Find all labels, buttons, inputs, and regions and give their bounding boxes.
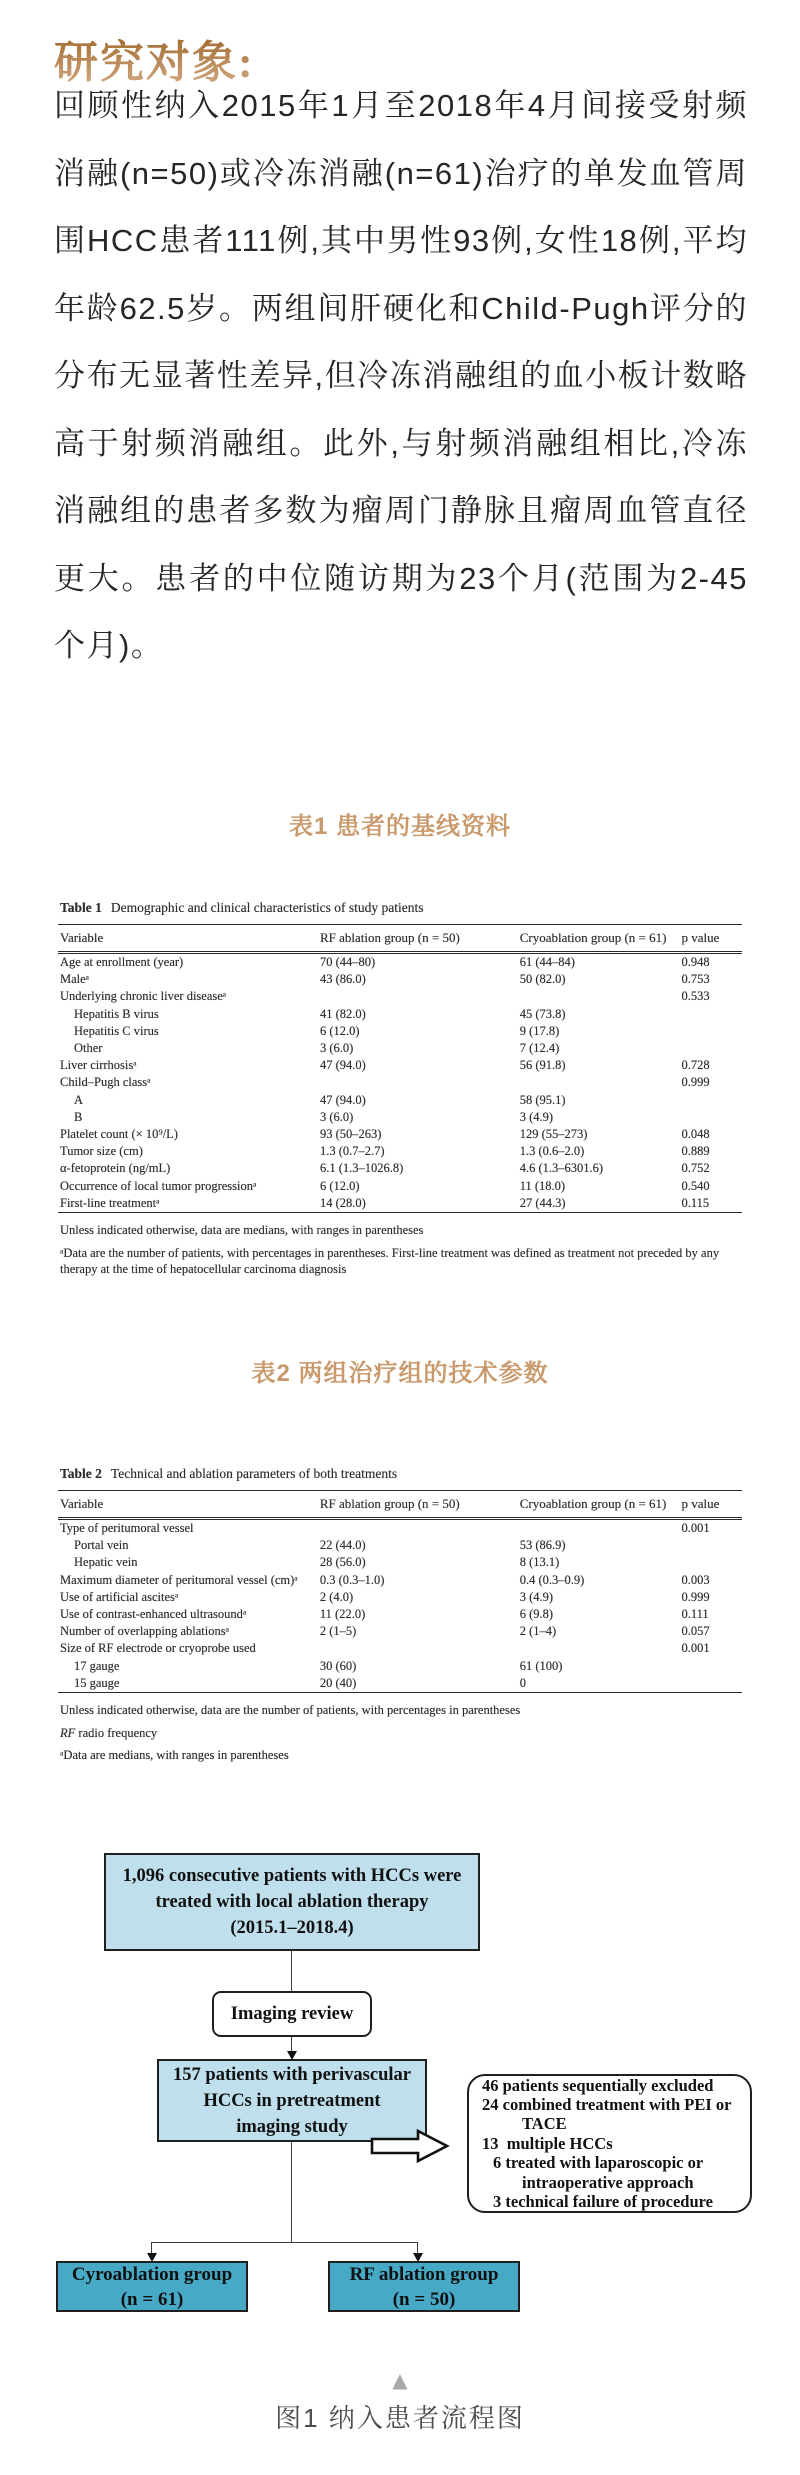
table-cell bbox=[679, 1109, 742, 1126]
table-cell: 14 (28.0) bbox=[319, 1195, 366, 1210]
flow-box-line: 1,096 consecutive patients with HCCs were bbox=[122, 1866, 462, 1886]
table-column-header: p value bbox=[679, 1491, 742, 1519]
table-cell: 0.999 bbox=[681, 1075, 710, 1090]
table-footnote: ᵃData are the number of patients, with percentages in parentheses. First-line treatment was defined as treatment not preceded by any therapy at the time of hepatocellular carcinoma diagnosis bbox=[60, 1245, 720, 1277]
table-cell: 50 (82.0) bbox=[519, 972, 566, 987]
flow-box-line: (n = 50) bbox=[392, 2288, 456, 2310]
flow-box-line: Imaging review bbox=[230, 2004, 354, 2024]
table-cell: 2 (4.0) bbox=[319, 1589, 354, 1604]
flow-box-rf-ablation-group bbox=[328, 2261, 520, 2312]
table-column-header: RF ablation group (n = 50) bbox=[318, 1491, 518, 1519]
table-row bbox=[58, 1109, 742, 1126]
table-cell bbox=[679, 1040, 742, 1057]
table-row bbox=[58, 1143, 742, 1160]
flow-box-line: Cyroablation group bbox=[71, 2263, 233, 2285]
table2-scan bbox=[58, 1466, 742, 1764]
flow-box-line: HCCs in pretreatment bbox=[203, 2090, 381, 2111]
flow-box-line: imaging study bbox=[236, 2116, 348, 2137]
table-cell: 3 (6.0) bbox=[319, 1109, 354, 1124]
table-cell: 17 gauge bbox=[74, 1658, 120, 1673]
section-heading: 研究对象: bbox=[54, 26, 255, 90]
table-cell: 0.728 bbox=[681, 1058, 710, 1073]
table-row bbox=[58, 1572, 742, 1589]
flow-box-line: (2015.1–2018.4) bbox=[230, 1918, 354, 1938]
table-cell bbox=[679, 1023, 742, 1040]
table-cell bbox=[679, 1658, 742, 1675]
table-cell: 61 (44–84) bbox=[519, 955, 575, 969]
table-cell bbox=[318, 1640, 518, 1657]
table-row bbox=[58, 1074, 742, 1091]
arrow-down-icon bbox=[413, 2253, 423, 2262]
table1-scan bbox=[58, 900, 742, 1278]
table-footnote bbox=[60, 1725, 742, 1742]
table-cell: Portal vein bbox=[74, 1538, 129, 1553]
table-cell: 9 (17.8) bbox=[519, 1023, 560, 1038]
flow-box-line: (n = 61) bbox=[120, 2288, 184, 2310]
flow-box-line: intraoperative approach bbox=[522, 2172, 694, 2192]
flow-box-consecutive-patients bbox=[104, 1853, 480, 1951]
flow-connector bbox=[417, 2242, 418, 2254]
table-cell bbox=[518, 988, 680, 1005]
table-cell: 56 (91.8) bbox=[519, 1058, 566, 1073]
table-cell: 4.6 (1.3–6301.6) bbox=[519, 1161, 604, 1176]
flow-connector bbox=[291, 2142, 292, 2242]
table-cell bbox=[518, 1519, 680, 1538]
table-cell: First-line treatmentᵃ bbox=[60, 1195, 160, 1210]
table-row bbox=[58, 1537, 742, 1554]
table-cell: 0.003 bbox=[681, 1572, 710, 1587]
table-cell bbox=[679, 1675, 742, 1693]
table-cell: α-fetoprotein (ng/mL) bbox=[60, 1161, 171, 1176]
table1-label: Table 1 bbox=[60, 900, 102, 915]
table-row bbox=[58, 971, 742, 988]
table-row bbox=[58, 1006, 742, 1023]
table-cell: Number of overlapping ablationsᵃ bbox=[60, 1624, 230, 1639]
flow-connector bbox=[151, 2242, 418, 2243]
table-cell: Hepatitis C virus bbox=[74, 1023, 159, 1038]
flow-box-line: 6 treated with laparoscopic or bbox=[493, 2153, 704, 2173]
table-cell: 0.753 bbox=[681, 972, 710, 987]
table-cell: Size of RF electrode or cryoprobe used bbox=[60, 1641, 256, 1656]
flow-box-line: 24 combined treatment with PEI or bbox=[482, 2094, 732, 2114]
table-cell: 6 (12.0) bbox=[319, 1178, 360, 1193]
table-column-header: Cryoablation group (n = 61) bbox=[518, 1491, 680, 1519]
flow-box-line: 46 patients sequentially excluded bbox=[482, 2075, 714, 2095]
table-cell: Occurrence of local tumor progressionᵃ bbox=[60, 1178, 257, 1193]
table-cell: 0 bbox=[519, 1675, 526, 1690]
table1-title-text: Demographic and clinical characteristics of study patients bbox=[110, 900, 424, 915]
table-cell: Hepatic vein bbox=[74, 1555, 138, 1570]
table1-title bbox=[60, 900, 742, 916]
table-cell: 6 (9.8) bbox=[519, 1607, 554, 1622]
table-row bbox=[58, 1023, 742, 1040]
flow-box-cryoablation-group bbox=[56, 2261, 248, 2312]
table-cell bbox=[318, 1074, 518, 1091]
table-cell: 70 (44–80) bbox=[319, 955, 376, 969]
table-cell: 0.999 bbox=[681, 1589, 710, 1604]
table-footnote: Unless indicated otherwise, data are the number of patients, with percentages in parentheses bbox=[60, 1703, 521, 1718]
flow-connector bbox=[151, 2242, 152, 2254]
flow-box-line: 13 multiple HCCs bbox=[482, 2133, 613, 2153]
flow-box-line: TACE bbox=[522, 2114, 567, 2134]
table-footnote: ᵃData are medians, with ranges in parentheses bbox=[60, 1748, 289, 1763]
table-cell: 3 (4.9) bbox=[519, 1589, 554, 1604]
table-cell: 53 (86.9) bbox=[519, 1538, 566, 1553]
table-row bbox=[58, 1126, 742, 1143]
table-cell: 0.889 bbox=[681, 1144, 710, 1159]
table-cell: 0.057 bbox=[681, 1624, 710, 1639]
table-footnote: Unless indicated otherwise, data are medians, with ranges in parentheses bbox=[60, 1223, 424, 1238]
table2-label: Table 2 bbox=[60, 1466, 102, 1481]
table-cell: 0.948 bbox=[681, 955, 710, 969]
table-cell: 22 (44.0) bbox=[319, 1538, 366, 1553]
table-cell: 47 (94.0) bbox=[319, 1058, 366, 1073]
table-cell: 11 (22.0) bbox=[319, 1607, 366, 1622]
arrow-down-icon bbox=[147, 2253, 157, 2262]
table-row bbox=[58, 1623, 742, 1640]
table-cell: Use of artificial ascitesᵃ bbox=[60, 1589, 179, 1604]
table-column-header: RF ablation group (n = 50) bbox=[318, 925, 518, 953]
table-cell: 1.3 (0.7–2.7) bbox=[319, 1144, 385, 1159]
table-cell bbox=[679, 1554, 742, 1571]
table-cell: Maximum diameter of peritumoral vessel (cm)ᵃ bbox=[60, 1572, 298, 1587]
table-cell: 6 (12.0) bbox=[319, 1023, 360, 1038]
table-cell: 0.111 bbox=[681, 1607, 709, 1622]
table-cell: 0.3 (0.3–1.0) bbox=[319, 1572, 385, 1587]
table-cell: 93 (50–263) bbox=[319, 1127, 382, 1142]
table-row bbox=[58, 1675, 742, 1693]
table-cell: 45 (73.8) bbox=[519, 1006, 566, 1021]
flow-box-line: treated with local ablation therapy bbox=[155, 1892, 429, 1912]
table-row bbox=[58, 1606, 742, 1623]
table2-title-text: Technical and ablation parameters of both treatments bbox=[110, 1466, 398, 1481]
table-header-row bbox=[58, 1491, 742, 1519]
table-row bbox=[58, 1057, 742, 1074]
table-cell bbox=[318, 988, 518, 1005]
flow-box-line: 157 patients with perivascular bbox=[173, 2064, 411, 2085]
table-cell: Type of peritumoral vessel bbox=[60, 1521, 194, 1535]
table-cell: 0.752 bbox=[681, 1161, 710, 1176]
table-cell bbox=[679, 1092, 742, 1109]
table-cell: 20 (40) bbox=[319, 1675, 357, 1690]
table2 bbox=[58, 1490, 742, 1693]
table-cell: 3 (4.9) bbox=[519, 1109, 554, 1124]
table-cell: 0.4 (0.3–0.9) bbox=[519, 1572, 585, 1587]
table-cell: 28 (56.0) bbox=[319, 1555, 366, 1570]
table-cell: 6.1 (1.3–1026.8) bbox=[319, 1161, 404, 1176]
table-cell bbox=[679, 1006, 742, 1023]
table-cell: 41 (82.0) bbox=[319, 1006, 366, 1021]
table-cell: 11 (18.0) bbox=[519, 1178, 566, 1193]
table-cell: 129 (55–273) bbox=[519, 1127, 588, 1142]
arrow-right-icon bbox=[370, 2128, 450, 2164]
flow-box-line: 3 technical failure of procedure bbox=[493, 2192, 713, 2212]
table-cell: 0.533 bbox=[681, 989, 710, 1004]
figure-caption: 图1 纳入患者流程图 bbox=[275, 2403, 525, 2433]
table-cell: Child–Pugh classᵃ bbox=[60, 1075, 151, 1090]
table-row bbox=[58, 1658, 742, 1675]
flow-box-excluded-patients bbox=[467, 2074, 752, 2213]
table2-title bbox=[60, 1466, 742, 1482]
flow-connector bbox=[291, 1951, 292, 1991]
table-cell: 8 (13.1) bbox=[519, 1555, 560, 1570]
table-row bbox=[58, 988, 742, 1005]
table-cell bbox=[679, 1537, 742, 1554]
table-cell: 47 (94.0) bbox=[319, 1092, 366, 1107]
table-column-header: Variable bbox=[58, 925, 318, 953]
table-row bbox=[58, 1040, 742, 1057]
rf-abbrev-text: radio frequency bbox=[75, 1725, 158, 1740]
table-header-row bbox=[58, 925, 742, 953]
table-cell: 7 (12.4) bbox=[519, 1041, 560, 1056]
table-cell: 30 (60) bbox=[319, 1658, 357, 1673]
table-row bbox=[58, 1640, 742, 1657]
table-cell: 43 (86.0) bbox=[319, 972, 366, 987]
table-row bbox=[58, 953, 742, 972]
table-cell: 2 (1–4) bbox=[519, 1624, 557, 1639]
table-cell: 0.048 bbox=[681, 1127, 710, 1142]
table-cell: 0.115 bbox=[681, 1195, 710, 1210]
arrow-down-icon bbox=[287, 2051, 297, 2060]
table-cell: 61 (100) bbox=[519, 1658, 563, 1673]
table-cell: Liver cirrhosisᵃ bbox=[60, 1058, 137, 1073]
table2-body bbox=[58, 1519, 742, 1693]
table-row bbox=[58, 1092, 742, 1109]
table1-body bbox=[58, 953, 742, 1213]
table-column-header: Variable bbox=[58, 1491, 318, 1519]
table-cell: 58 (95.1) bbox=[519, 1092, 566, 1107]
table1-caption: 表1 患者的基线资料 bbox=[288, 813, 511, 840]
table-cell: 3 (6.0) bbox=[319, 1041, 354, 1056]
body-paragraph: 回顾性纳入2015年1月至2018年4月间接受射频消融(n=50)或冷冻消融(n=61)治疗的单发血管周围HCC患者111例,其中男性93例,女性18例,平均年龄62.5岁。两组间肝硬化和Child-Pugh评分的分布无显著性差异,但冷冻消融组的血小板计数略高于射频消融组。此外,与射频消融组相比,冷冻消融组的患者多数为瘤周门静脉且瘤周血管直径更大。患者的中位随访期为23个月(范围为2-45个月)。 bbox=[54, 88, 748, 663]
table-cell: Tumor size (cm) bbox=[60, 1144, 143, 1159]
table-cell: 0.001 bbox=[681, 1641, 710, 1656]
flow-box-line: RF ablation group bbox=[349, 2263, 499, 2285]
table-cell: Platelet count (× 10⁹/L) bbox=[60, 1127, 178, 1142]
table-cell: 15 gauge bbox=[74, 1675, 120, 1690]
table-cell: Hepatitis B virus bbox=[74, 1006, 159, 1021]
table-cell: A bbox=[74, 1092, 84, 1107]
table-cell bbox=[518, 1640, 680, 1657]
table-row bbox=[58, 1554, 742, 1571]
table-cell: 0.540 bbox=[681, 1178, 710, 1193]
table-cell: Underlying chronic liver diseaseᵃ bbox=[60, 989, 227, 1004]
flow-connector bbox=[291, 2037, 292, 2052]
flow-box-imaging-review bbox=[212, 1991, 372, 2037]
table2-caption: 表2 两组治疗组的技术参数 bbox=[251, 1360, 549, 1387]
table1 bbox=[58, 924, 742, 1213]
table-column-header: Cryoablation group (n = 61) bbox=[518, 925, 680, 953]
table-cell: 27 (44.3) bbox=[519, 1195, 566, 1210]
collapse-triangle-icon: ▲ bbox=[392, 2368, 408, 2392]
table-cell: Age at enrollment (year) bbox=[60, 955, 184, 969]
table-row bbox=[58, 1589, 742, 1606]
table-cell bbox=[318, 1519, 518, 1538]
table-cell: Maleᵃ bbox=[60, 972, 90, 987]
table-row bbox=[58, 1519, 742, 1538]
table-cell bbox=[518, 1074, 680, 1091]
table-cell: Use of contrast-enhanced ultrasoundᵃ bbox=[60, 1607, 247, 1622]
rf-abbrev: RF bbox=[60, 1725, 76, 1740]
table-cell: Other bbox=[74, 1041, 103, 1056]
table-cell: 0.001 bbox=[681, 1521, 710, 1535]
table-row bbox=[58, 1160, 742, 1177]
table-column-header: p value bbox=[679, 925, 742, 953]
table-row bbox=[58, 1178, 742, 1195]
table-cell: B bbox=[74, 1109, 83, 1124]
table-cell: 2 (1–5) bbox=[319, 1624, 357, 1639]
table-row bbox=[58, 1195, 742, 1213]
flow-box-perivascular-patients bbox=[157, 2059, 427, 2142]
table-cell: 1.3 (0.6–2.0) bbox=[519, 1144, 585, 1159]
